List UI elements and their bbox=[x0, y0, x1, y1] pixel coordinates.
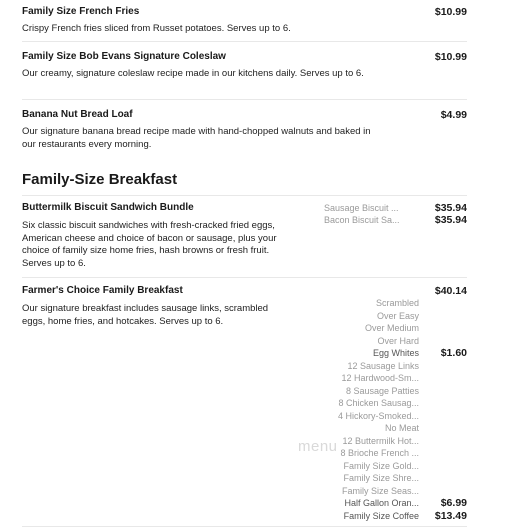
divider bbox=[22, 526, 467, 527]
option-label: Scrambled bbox=[375, 298, 419, 308]
option-no-meat[interactable] bbox=[320, 423, 467, 435]
option-label: Egg Whites bbox=[372, 348, 419, 358]
item-name: Buttermilk Biscuit Sandwich Bundle bbox=[22, 202, 194, 213]
option-family-size-shredded[interactable] bbox=[320, 473, 467, 485]
item-description: Our signature banana bread recipe made with hand-chopped walnuts and baked in our restaurants every morning. bbox=[22, 126, 371, 150]
option-label: Bacon Biscuit Sa... bbox=[324, 215, 400, 225]
option-hickory-smoked[interactable] bbox=[320, 411, 467, 423]
option-label: Over Hard bbox=[377, 335, 419, 346]
item-price: $4.99 bbox=[440, 109, 467, 121]
option-label: Half Gallon Oran... bbox=[344, 498, 419, 508]
menu-item-french-fries[interactable] bbox=[22, 6, 467, 40]
option-label: Family Size Coffee bbox=[343, 511, 419, 521]
item-description: Crispy French fries sliced from Russet potatoes. Serves up to 6. bbox=[22, 23, 291, 34]
option-egg-whites[interactable] bbox=[320, 348, 467, 360]
option-brioche-french-toast[interactable] bbox=[320, 448, 467, 460]
option-price: $13.49 bbox=[434, 510, 467, 522]
item-name: Banana Nut Bread Loaf bbox=[22, 109, 133, 120]
menu-item-coleslaw[interactable] bbox=[22, 51, 467, 95]
item-name: Family Size French Fries bbox=[22, 6, 140, 17]
item-description: Our creamy, signature coleslaw recipe made in our kitchens daily. Serves up to 6. bbox=[22, 68, 364, 79]
option-label: Family Size Shre... bbox=[343, 473, 419, 483]
option-family-size-golden[interactable] bbox=[320, 461, 467, 473]
section-title-family-size-breakfast: Family-Size Breakfast bbox=[22, 171, 178, 188]
option-label: 4 Hickory-Smoked... bbox=[337, 410, 419, 421]
item-price: $40.14 bbox=[434, 285, 467, 297]
divider bbox=[22, 41, 467, 42]
divider bbox=[22, 195, 467, 196]
option-bacon-biscuit[interactable] bbox=[320, 215, 467, 227]
option-label: Over Medium bbox=[364, 323, 419, 333]
item-name: Family Size Bob Evans Signature Coleslaw bbox=[22, 51, 226, 62]
option-hardwood-smoked[interactable] bbox=[320, 373, 467, 385]
item-price: $10.99 bbox=[434, 51, 467, 63]
option-label: Over Easy bbox=[376, 310, 419, 321]
item-price: $10.99 bbox=[434, 6, 467, 18]
divider bbox=[22, 277, 467, 278]
option-scrambled[interactable] bbox=[320, 298, 467, 310]
option-label: 8 Sausage Patties bbox=[345, 385, 419, 396]
option-over-medium[interactable] bbox=[320, 323, 467, 335]
option-price: $35.94 bbox=[434, 214, 467, 226]
item-description: Six classic biscuit sandwiches with fresh-cracked fried eggs, American cheese and choice of bacon or sausage, plus your choice of family size home fries, hash browns or fresh fruit. Serves up to 6. bbox=[22, 220, 277, 269]
option-price: $35.94 bbox=[434, 202, 467, 214]
option-sausage-patties[interactable] bbox=[320, 386, 467, 398]
option-price: $6.99 bbox=[440, 497, 467, 509]
divider bbox=[22, 99, 467, 100]
option-label: Family Size Gold... bbox=[343, 460, 419, 471]
item-description: Our signature breakfast includes sausage links, scrambled eggs, home fries, and hotcakes. Serves up to 6. bbox=[22, 303, 269, 327]
option-buttermilk-hotcakes[interactable] bbox=[320, 436, 467, 448]
option-half-gallon-orange-juice[interactable] bbox=[320, 498, 467, 510]
watermark: menu bbox=[298, 438, 338, 455]
option-over-hard[interactable] bbox=[320, 336, 467, 348]
option-label: Family Size Seas... bbox=[341, 485, 419, 496]
option-label: 12 Sausage Links bbox=[347, 360, 419, 371]
option-label: 8 Chicken Sausag... bbox=[338, 398, 419, 408]
option-family-size-coffee[interactable] bbox=[320, 511, 467, 523]
option-label: No Meat bbox=[384, 423, 419, 433]
option-label: 12 Hardwood-Sm... bbox=[341, 373, 419, 383]
option-chicken-sausage[interactable] bbox=[320, 398, 467, 410]
option-family-size-seasonal[interactable] bbox=[320, 486, 467, 498]
option-label: Sausage Biscuit ... bbox=[324, 203, 399, 213]
item-name: Farmer's Choice Family Breakfast bbox=[22, 285, 183, 296]
menu-item-banana-nut-bread[interactable] bbox=[22, 109, 467, 153]
option-sausage-links[interactable] bbox=[320, 361, 467, 373]
option-over-easy[interactable] bbox=[320, 311, 467, 323]
option-label: 12 Buttermilk Hot... bbox=[342, 435, 419, 446]
option-price: $1.60 bbox=[440, 347, 467, 359]
option-label: 8 Brioche French ... bbox=[340, 448, 419, 458]
